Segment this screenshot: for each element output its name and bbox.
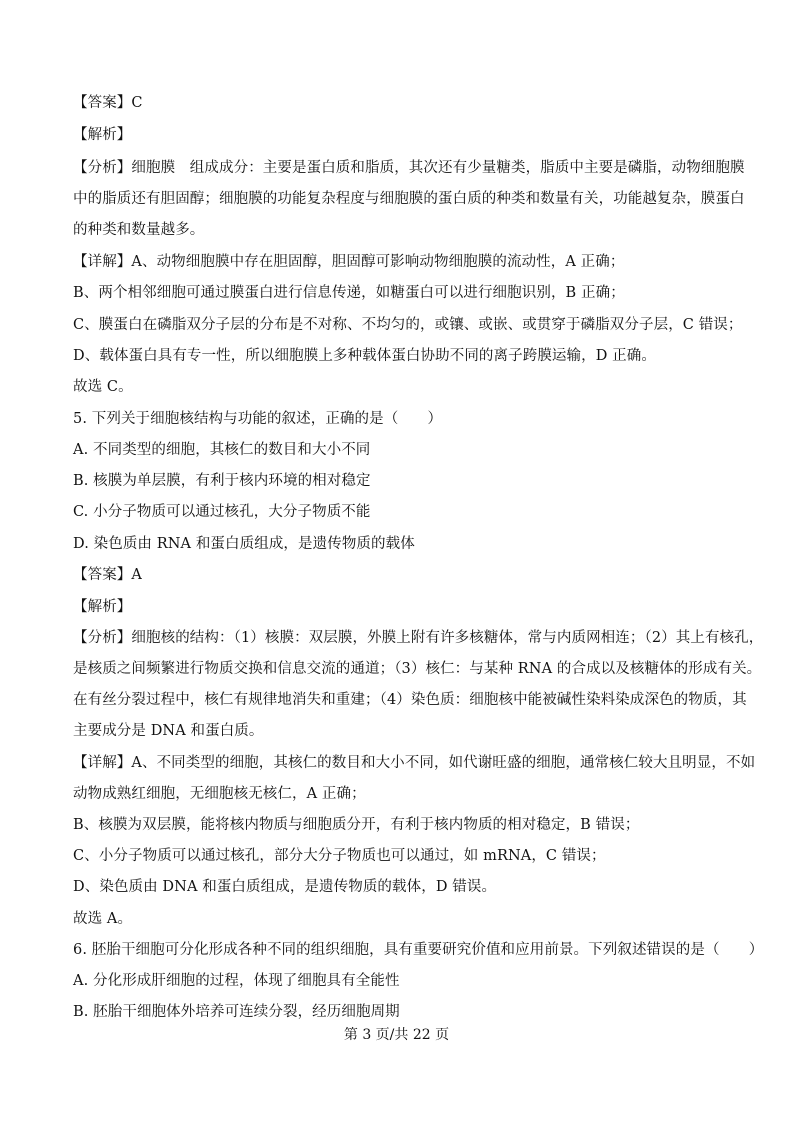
question-6-stem: 6. 胚胎干细胞可分化形成各种不同的组织细胞，具有重要研究价值和应用前景。下列叙述错误的是（ ） <box>73 942 764 958</box>
analysis-text-q5-line1: 【分析】细胞核的结构：（1）核膜：双层膜，外膜上附有许多核糖体，常与内质网相连；（2）其上有核孔， <box>73 630 764 646</box>
analysis-text-q5-line2: 是核质之间频繁进行物质交换和信息交流的通道；（3）核仁：与某种 RNA 的合成以及核糖体的形成有关。 <box>73 661 762 677</box>
question-5-option-d: D. 染色质由 RNA 和蛋白质组成，是遗传物质的载体 <box>73 536 415 552</box>
detail-text-q5-d: D、染色质由 DNA 和蛋白质组成，是遗传物质的载体，D 错误。 <box>73 879 497 895</box>
question-6-option-a: A. 分化形成肝细胞的过程，体现了细胞具有全能性 <box>73 973 400 989</box>
question-6-option-b: B. 胚胎干细胞体外培养可连续分裂，经历细胞周期 <box>73 1004 400 1020</box>
conclusion-q5: 故选 A。 <box>73 911 133 927</box>
answer-label-q4: 【答案】C <box>73 95 143 111</box>
detail-text-q4-d: D、载体蛋白具有专一性，所以细胞膜上多种载体蛋白协助不同的离子跨膜运输，D 正确。 <box>73 348 656 364</box>
analysis-text-q4-line1: 【分析】细胞膜 组成成分：主要是蛋白质和脂质，其次还有少量糖类，脂质中主要是磷脂，动物细胞膜 <box>73 160 745 176</box>
analysis-text-q4-line3: 的种类和数量越多。 <box>73 222 205 238</box>
conclusion-q4: 故选 C。 <box>73 379 133 395</box>
analysis-text-q4-line2: 中的脂质还有胆固醇；细胞膜的功能复杂程度与细胞膜的蛋白质的种类和数量有关，功能越复杂，膜蛋白 <box>73 191 745 207</box>
detail-text-q5-b: B、核膜为双层膜，能将核内物质与细胞质分开，有利于核内物质的相对稳定，B 错误； <box>73 817 640 833</box>
question-5-option-b: B. 核膜为单层膜，有利于核内环境的相对稳定 <box>73 473 371 489</box>
detail-text-q5-a-line1: 【详解】A、不同类型的细胞，其核仁的数目和大小不同，如代谢旺盛的细胞，通常核仁较大且明显，不如 <box>73 755 756 771</box>
answer-label-q5: 【答案】A <box>73 567 142 583</box>
detail-text-q5-c: C、小分子物质可以通过核孔，部分大分子物质也可以通过，如 mRNA，C 错误； <box>73 848 606 864</box>
detail-text-q4-c: C、膜蛋白在磷脂双分子层的分布是不对称、不均匀的，或镶、或嵌、或贯穿于磷脂双分子层，C 错误； <box>73 317 743 333</box>
analysis-label-q4: 【解析】 <box>73 127 132 143</box>
page-number-footer: 第 3 页/共 22 页 <box>343 1027 450 1043</box>
detail-text-q4-a: 【详解】A、动物细胞膜中存在胆固醇，胆固醇可影响动物细胞膜的流动性，A 正确； <box>73 254 625 270</box>
detail-text-q5-a-line2: 动物成熟红细胞，无细胞核无核仁，A 正确； <box>73 786 366 802</box>
question-5-option-a: A. 不同类型的细胞，其核仁的数目和大小不同 <box>73 442 371 458</box>
analysis-label-q5: 【解析】 <box>73 599 132 615</box>
detail-text-q4-b: B、两个相邻细胞可通过膜蛋白进行信息传递，如糖蛋白可以进行细胞识别，B 正确； <box>73 285 625 301</box>
question-5-option-c: C. 小分子物质可以通过核孔，大分子物质不能 <box>73 504 371 520</box>
analysis-text-q5-line4: 主要成分是 DNA 和蛋白质。 <box>73 723 264 739</box>
question-5-stem: 5. 下列关于细胞核结构与功能的叙述，正确的是（ ） <box>73 411 443 427</box>
analysis-text-q5-line3: 在有丝分裂过程中，核仁有规律地消失和重建；（4）染色质：细胞核中能被碱性染料染成深色的物质，其 <box>73 692 747 708</box>
